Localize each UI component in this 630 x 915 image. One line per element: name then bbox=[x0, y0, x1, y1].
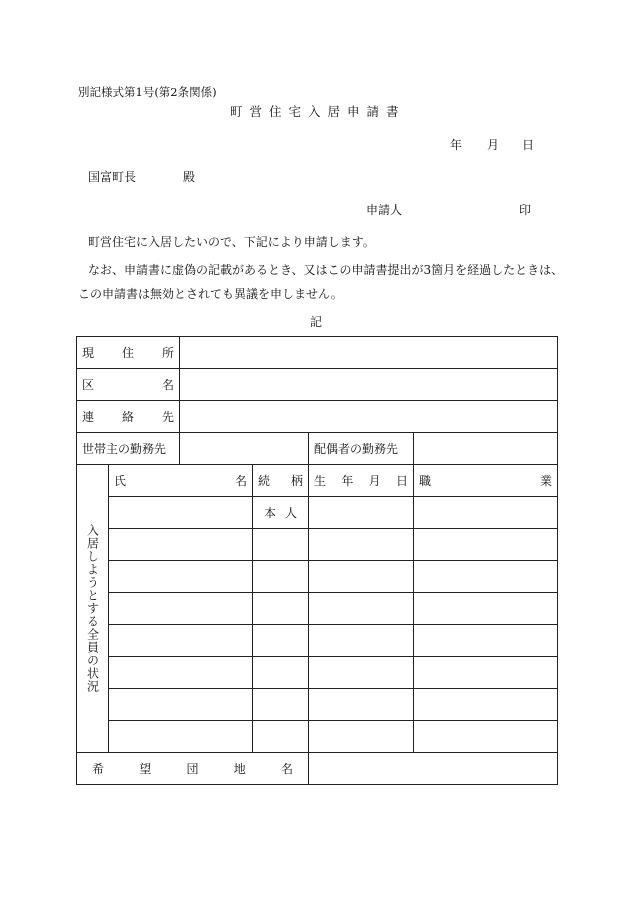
member-occupation-field[interactable] bbox=[414, 561, 558, 593]
spread-char: 生 bbox=[314, 474, 327, 488]
member-relation-field[interactable] bbox=[253, 721, 309, 753]
spread-char: 団 bbox=[186, 762, 199, 776]
member-row bbox=[77, 593, 558, 625]
householder-employer-field[interactable] bbox=[180, 433, 309, 465]
district-label bbox=[77, 369, 180, 401]
date-month-label: 月 bbox=[487, 138, 500, 152]
col-birth-header bbox=[309, 465, 414, 497]
member-occupation-field[interactable] bbox=[414, 689, 558, 721]
spread-char: 名 bbox=[281, 762, 294, 776]
member-row bbox=[77, 497, 558, 529]
spread-char: 名 bbox=[162, 378, 175, 392]
col-relation-text bbox=[258, 472, 303, 489]
member-name-field[interactable] bbox=[109, 657, 253, 689]
declaration-line-1: なお、申請書に虚偽の記載があるとき、又はこの申請書提出が3箇月を経過したときは、 bbox=[88, 263, 564, 277]
member-birth-field[interactable] bbox=[309, 529, 414, 561]
spread-char: 区 bbox=[82, 378, 95, 392]
spread-char: 望 bbox=[139, 762, 152, 776]
member-name-field[interactable] bbox=[109, 689, 253, 721]
member-birth-field[interactable] bbox=[309, 625, 414, 657]
spouse-employer-label: 配偶者の勤務先 bbox=[309, 433, 414, 465]
member-relation-field[interactable] bbox=[253, 529, 309, 561]
member-row bbox=[77, 529, 558, 561]
desired-complex-row bbox=[77, 753, 558, 785]
member-birth-field[interactable] bbox=[309, 689, 414, 721]
spread-char: 先 bbox=[162, 410, 175, 424]
member-row bbox=[77, 689, 558, 721]
contact-row bbox=[77, 401, 558, 433]
member-occupation-field[interactable] bbox=[414, 721, 558, 753]
col-name-2: 名 bbox=[235, 474, 248, 488]
district-text bbox=[82, 376, 174, 393]
member-name-field[interactable] bbox=[109, 721, 253, 753]
member-birth-field[interactable] bbox=[309, 657, 414, 689]
member-occupation-field[interactable] bbox=[414, 593, 558, 625]
spread-char: 絡 bbox=[122, 410, 135, 424]
member-row bbox=[77, 625, 558, 657]
request-statement: 町営住宅に入居したいので、下記により申請します。 bbox=[88, 235, 375, 249]
col-occupation-2: 業 bbox=[540, 474, 553, 488]
contact-field[interactable] bbox=[180, 401, 558, 433]
date-year-label: 年 bbox=[450, 138, 463, 152]
spread-char: 希 bbox=[92, 762, 105, 776]
spread-char: 所 bbox=[162, 346, 175, 360]
member-relation-field[interactable] bbox=[253, 593, 309, 625]
member-name-field[interactable] bbox=[109, 593, 253, 625]
member-name-field[interactable] bbox=[109, 561, 253, 593]
seal-label: 印 bbox=[519, 203, 532, 217]
member-relation-field[interactable] bbox=[253, 561, 309, 593]
declaration-line-2: この申請書は無効とされても異議を申しません。 bbox=[78, 287, 343, 301]
district-field[interactable] bbox=[180, 369, 558, 401]
col-relation-header bbox=[253, 465, 309, 497]
member-relation-field[interactable] bbox=[253, 689, 309, 721]
col-name-1: 氏 bbox=[114, 474, 127, 488]
district-row bbox=[77, 369, 558, 401]
member-occupation-field[interactable] bbox=[414, 625, 558, 657]
members-header-row bbox=[77, 465, 558, 497]
contact-label bbox=[77, 401, 180, 433]
member-row bbox=[77, 561, 558, 593]
spouse-employer-field[interactable] bbox=[414, 433, 558, 465]
spread-char: 人 bbox=[285, 506, 298, 520]
applicant-label: 申請人 bbox=[366, 203, 403, 217]
member-name-field[interactable] bbox=[109, 625, 253, 657]
spread-char: 続 bbox=[258, 474, 271, 488]
col-name-header bbox=[109, 465, 253, 497]
form-title: 町営住宅入居申請書 bbox=[230, 104, 406, 119]
members-label-cell bbox=[77, 465, 109, 753]
member-occupation-field[interactable] bbox=[414, 497, 558, 529]
desired-complex-field[interactable] bbox=[309, 753, 558, 785]
spread-char: 現 bbox=[82, 346, 95, 360]
member-relation-field[interactable] bbox=[253, 625, 309, 657]
addressee-honorific: 殿 bbox=[183, 170, 196, 184]
member-birth-field[interactable] bbox=[309, 721, 414, 753]
spread-char: 住 bbox=[122, 346, 135, 360]
col-birth-text bbox=[314, 472, 408, 489]
member-row bbox=[77, 657, 558, 689]
spread-char: 地 bbox=[233, 762, 246, 776]
employer-row bbox=[77, 433, 558, 465]
member-birth-field[interactable] bbox=[309, 497, 414, 529]
spread-char: 連 bbox=[82, 410, 95, 424]
application-table bbox=[76, 336, 558, 785]
current-address-label bbox=[77, 337, 180, 369]
member-occupation-field[interactable] bbox=[414, 529, 558, 561]
current-address-row bbox=[77, 337, 558, 369]
member-name-field[interactable] bbox=[109, 529, 253, 561]
member-birth-field[interactable] bbox=[309, 561, 414, 593]
member-relation-self bbox=[253, 497, 309, 529]
householder-employer-label: 世帯主の勤務先 bbox=[77, 433, 180, 465]
ki-heading: 記 bbox=[310, 315, 323, 329]
contact-text bbox=[82, 408, 174, 425]
member-row bbox=[77, 721, 558, 753]
member-occupation-field[interactable] bbox=[414, 657, 558, 689]
spread-char: 柄 bbox=[291, 474, 304, 488]
addressee: 国富町長 bbox=[88, 170, 137, 184]
members-label: 入居しようとする全員の状況 bbox=[85, 524, 100, 693]
spread-char: 日 bbox=[396, 474, 409, 488]
member-relation-field[interactable] bbox=[253, 657, 309, 689]
spread-char: 本 bbox=[264, 506, 277, 520]
col-occupation-1: 職 bbox=[419, 474, 432, 488]
form-reference: 別記様式第1号(第2条関係) bbox=[78, 85, 217, 99]
desired-complex-text bbox=[82, 760, 303, 777]
spread-char: 年 bbox=[341, 474, 354, 488]
member-birth-field[interactable] bbox=[309, 593, 414, 625]
self-text bbox=[258, 504, 303, 521]
member-name-field[interactable] bbox=[109, 497, 253, 529]
col-occupation-header bbox=[414, 465, 558, 497]
current-address-field[interactable] bbox=[180, 337, 558, 369]
date-day-label: 日 bbox=[522, 138, 535, 152]
current-address-text bbox=[82, 344, 174, 361]
desired-complex-label bbox=[77, 753, 309, 785]
spread-char: 月 bbox=[368, 474, 381, 488]
